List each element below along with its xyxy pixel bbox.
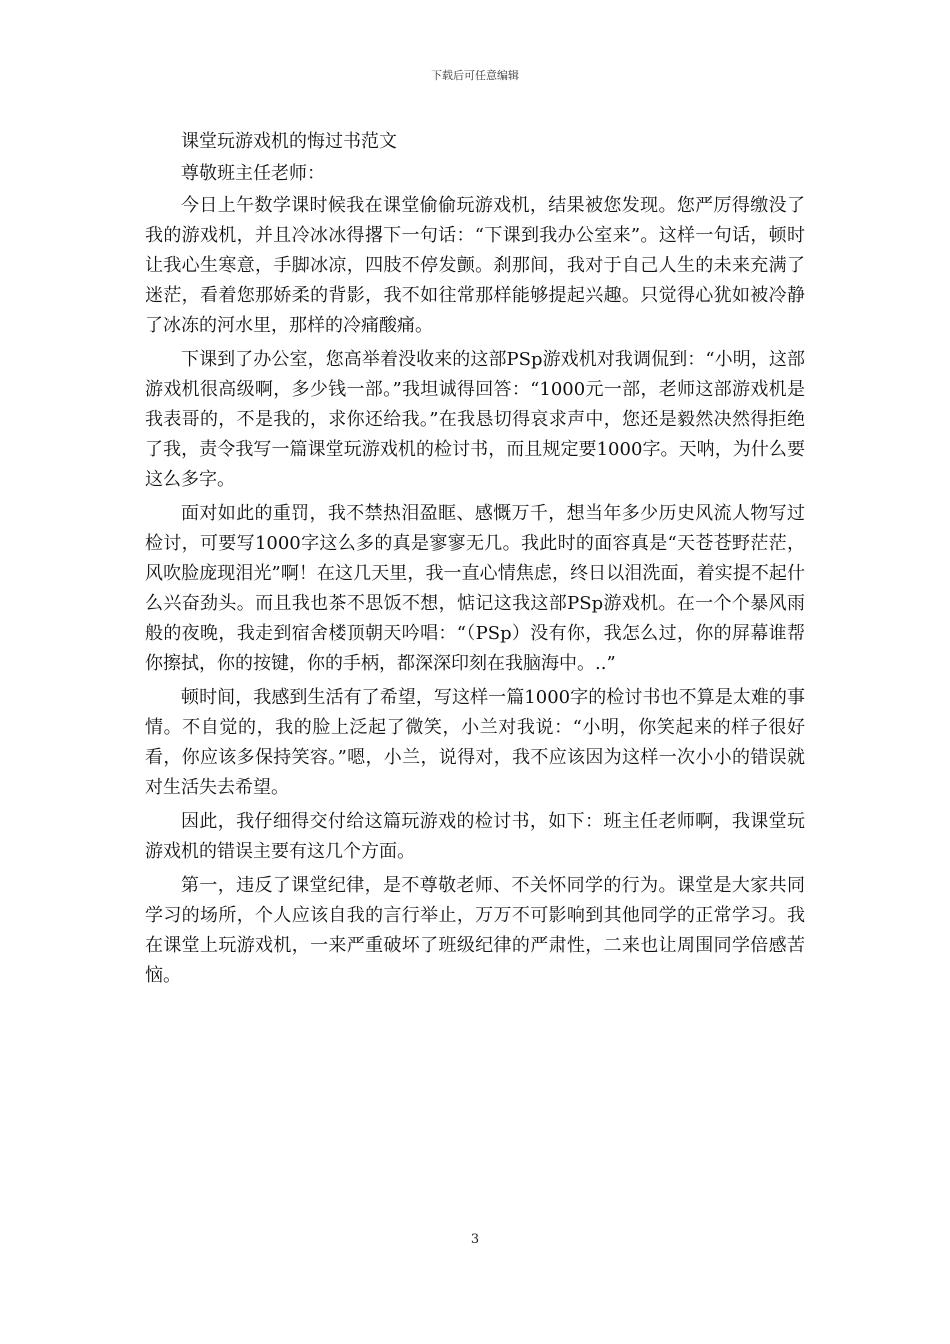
paragraph-2: 下课到了办公室，您高举着没收来的这部PSp游戏机对我调侃到：“小明，这部游戏机很高级啊，多少钱一部。”我坦诚得回答：“1000元一部，老师这部游戏机是我表哥的，不是我的，求你还给我。”在我恳切得哀求声中，您还是毅然决然得拒绝了我，责令我写一篇课堂玩游戏机的检讨书，而且规定要1000字。天呐，为什么要这么多字。 [145, 349, 805, 490]
salutation: 尊敬班主任老师： [181, 163, 325, 184]
page-header: 下载后可任意编辑 [431, 69, 519, 82]
page-number: 3 [470, 1232, 480, 1247]
paragraph-3: 面对如此的重罚，我不禁热泪盈眶、感慨万千，想当年多少历史风流人物写过检讨，可要写1000字这么多的真是寥寥无几。我此时的面容真是“天苍苍野茫茫，风吹脸庞现泪光”啊！在这几天里，我一直心情焦虑，终日以泪洗面，着实提不起什么兴奋劲头。而且我也茶不思饭不想，惦记这我这部PSp游戏机。在一个个暴风雨般的夜晚，我走到宿舍楼顶朝天吟唱：“（PSp）没有你，我怎么过，你的屏幕谁帮你擦拭，你的按键，你的手柄，都深深印刻在我脑海中。..” [145, 503, 805, 674]
document-title: 课堂玩游戏机的悔过书范文 [181, 131, 397, 152]
paragraph-4: 顿时间，我感到生活有了希望，写这样一篇1000字的检讨书也不算是太难的事情。不自觉的，我的脸上泛起了微笑，小兰对我说：“小明，你笑起来的样子很好看，你应该多保持笑容。”嗯，小兰，说得对，我不应该因为这样一次小小的错误就对生活失去希望。 [145, 687, 805, 798]
paragraph-1: 今日上午数学课时候我在课堂偷偷玩游戏机，结果被您发现。您严厉得缴没了我的游戏机，并且冷冰冰得撂下一句话：“下课到我办公室来”。这样一句话，顿时让我心生寒意，手脚冰凉，四肢不停发颤。刹那间，我对于自己人生的未来充满了迷茫，看着您那娇柔的背影，我不如往常那样能够提起兴趣。只觉得心犹如被冷静了冰冻的河水里，那样的冷痛酸痛。 [145, 195, 805, 336]
document-body [145, 127, 805, 995]
paragraph-6: 第一，违反了课堂纪律，是不尊敬老师、不关怀同学的行为。课堂是大家共同学习的场所，个人应该自我的言行举止，万万不可影响到其他同学的正常学习。我在课堂上玩游戏机，一来严重破坏了班级纪律的严肃性，二来也让周围同学倍感苦恼。 [145, 875, 805, 986]
paragraph-5: 因此，我仔细得交付给这篇玩游戏的检讨书，如下：班主任老师啊，我课堂玩游戏机的错误主要有这几个方面。 [145, 811, 805, 862]
